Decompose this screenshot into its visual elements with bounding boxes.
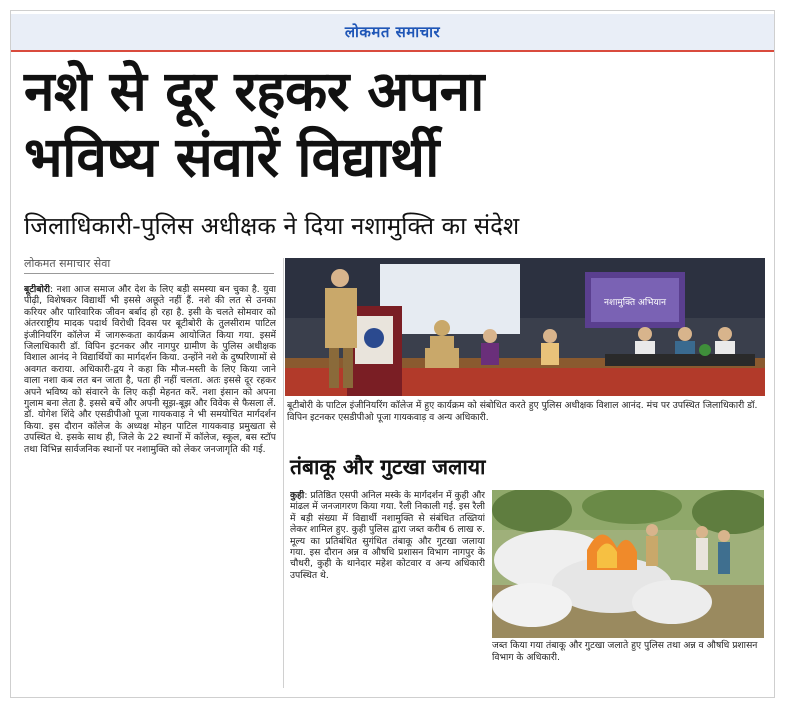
headline-line-1: नशे से दूर रहकर अपना — [24, 59, 484, 123]
banner-text: नशामुक्ति अभियान — [603, 298, 667, 308]
event-photo-caption: बूटीबोरी के पाटिल इंजीनियरिंग कॉलेज में हुए कार्यक्रम को संबोधित करते हुए पुलिस अधीक्षक विशाल आनंद. मंच पर उपस्थित जिलाधिकारी डॉ. विपिन इटनकर एसडीपीओ पूजा गायकवाड़ व अन्य अधिकारी. — [287, 400, 758, 423]
event-photo — [285, 258, 765, 396]
burning-photo-illustration — [492, 490, 764, 638]
story2-body — [290, 490, 485, 690]
article-body — [24, 284, 276, 684]
masthead-divider — [11, 50, 774, 52]
column-divider — [283, 258, 284, 688]
byline: लोकमत समाचार सेवा — [24, 256, 274, 274]
story2-dateline: कुही — [290, 490, 305, 501]
story2-headline: तंबाकू और गुटखा जलाया — [290, 455, 486, 479]
story2-text: : प्रतिष्ठित एसपी अनिल मस्के के मार्गदर्शन में कुही और मांढल में जनजागरण किया गया. रैली निकाली गई. इस रैली में बड़ी संख्या में विद्यार्थी नशामुक्ति से संबंधित तख्तियां लेकर शामिल हुए. कुही पुलिस द्वारा जब्त करीब 6 लाख रु. मूल्य का प्रतिबंधित सुगंधित तंबाकू और गुटखा जलाया गया. इस दौरान अन्न व औषधि प्रशासन विभाग नागपुर के चौधरी, कुही के थानेदार महेश कोटवार व अन्य अधिकारी उपस्थित थे. — [290, 490, 485, 581]
article-dateline: बूटीबोरी — [24, 284, 51, 295]
event-photo-illustration — [285, 258, 765, 396]
headline — [24, 58, 774, 190]
article-text: : नशा आज समाज और देश के लिए बड़ी समस्या बन चुका है. युवा पीढ़ी, विशेषकर विद्यार्थी भी इससे अछूते नहीं हैं. नशे की लत से उनका करियर और पारिवारिक जीवन बर्बाद हो रहा है. इसी के चलते सोमवार को अंतरराष्ट्रीय मादक पदार्थ विरोधी दिवस पर बूटीबोरी के तुलसीराम पाटिल इंजीनियरिंग कॉलेज में जागरूकता कार्यक्रम आयोजित किया गया. इसमें जिलाधिकारी डॉ. विपिन इटनकर और नागपुर ग्रामीण के पुलिस अधीक्षक विशाल आनंद ने विद्यार्थियों का मार्गदर्शन किया. उन्होंने नशे के दुष्परिणामों से अवगत कराया. अधिकारी-द्वय ने कहा कि मौज-मस्ती के लिए किया जाने वाला नशा कब लत बन जाता है, पता ही नहीं चलता. अतः इससे दूर रहकर अपने भविष्य को संवारने के लिए कड़ी मेहनत करें. नशा इंसान को अपना गुलाम बना लेता है. इससे बचें और अपनी सूझ-बूझ और विवेक से फैसला लें. डॉ. योगेश शिंदे और एसडीपीओ पूजा गायकवाड़ ने भी समयोचित मार्गदर्शन किया. इस दौरान कॉलेज के अध्यक्ष मोहन पाटिल गायकवाड़ प्रमुखता से उपस्थित थे. इसके साथ ही, जिले के 22 स्थानों में कॉलेज, स्कूल, बस स्टॉप तथा विभिन्न सार्वजनिक स्थानों पर नशामुक्ति को लेकर जनजागृति की गई. — [24, 284, 276, 455]
headline-line-2: भविष्य संवारें विद्यार्थी — [24, 125, 439, 189]
burning-photo-caption: जब्त किया गया तंबाकू और गुटखा जलाते हुए पुलिस तथा अन्न व औषधि प्रशासन विभाग के अधिकारी. — [492, 640, 758, 663]
masthead-label: लोकमत समाचार — [344, 23, 441, 41]
subheadline: जिलाधिकारी-पुलिस अधीक्षक ने दिया नशामुक्ति का संदेश — [24, 212, 520, 240]
masthead — [11, 14, 774, 50]
burning-photo — [492, 490, 764, 638]
